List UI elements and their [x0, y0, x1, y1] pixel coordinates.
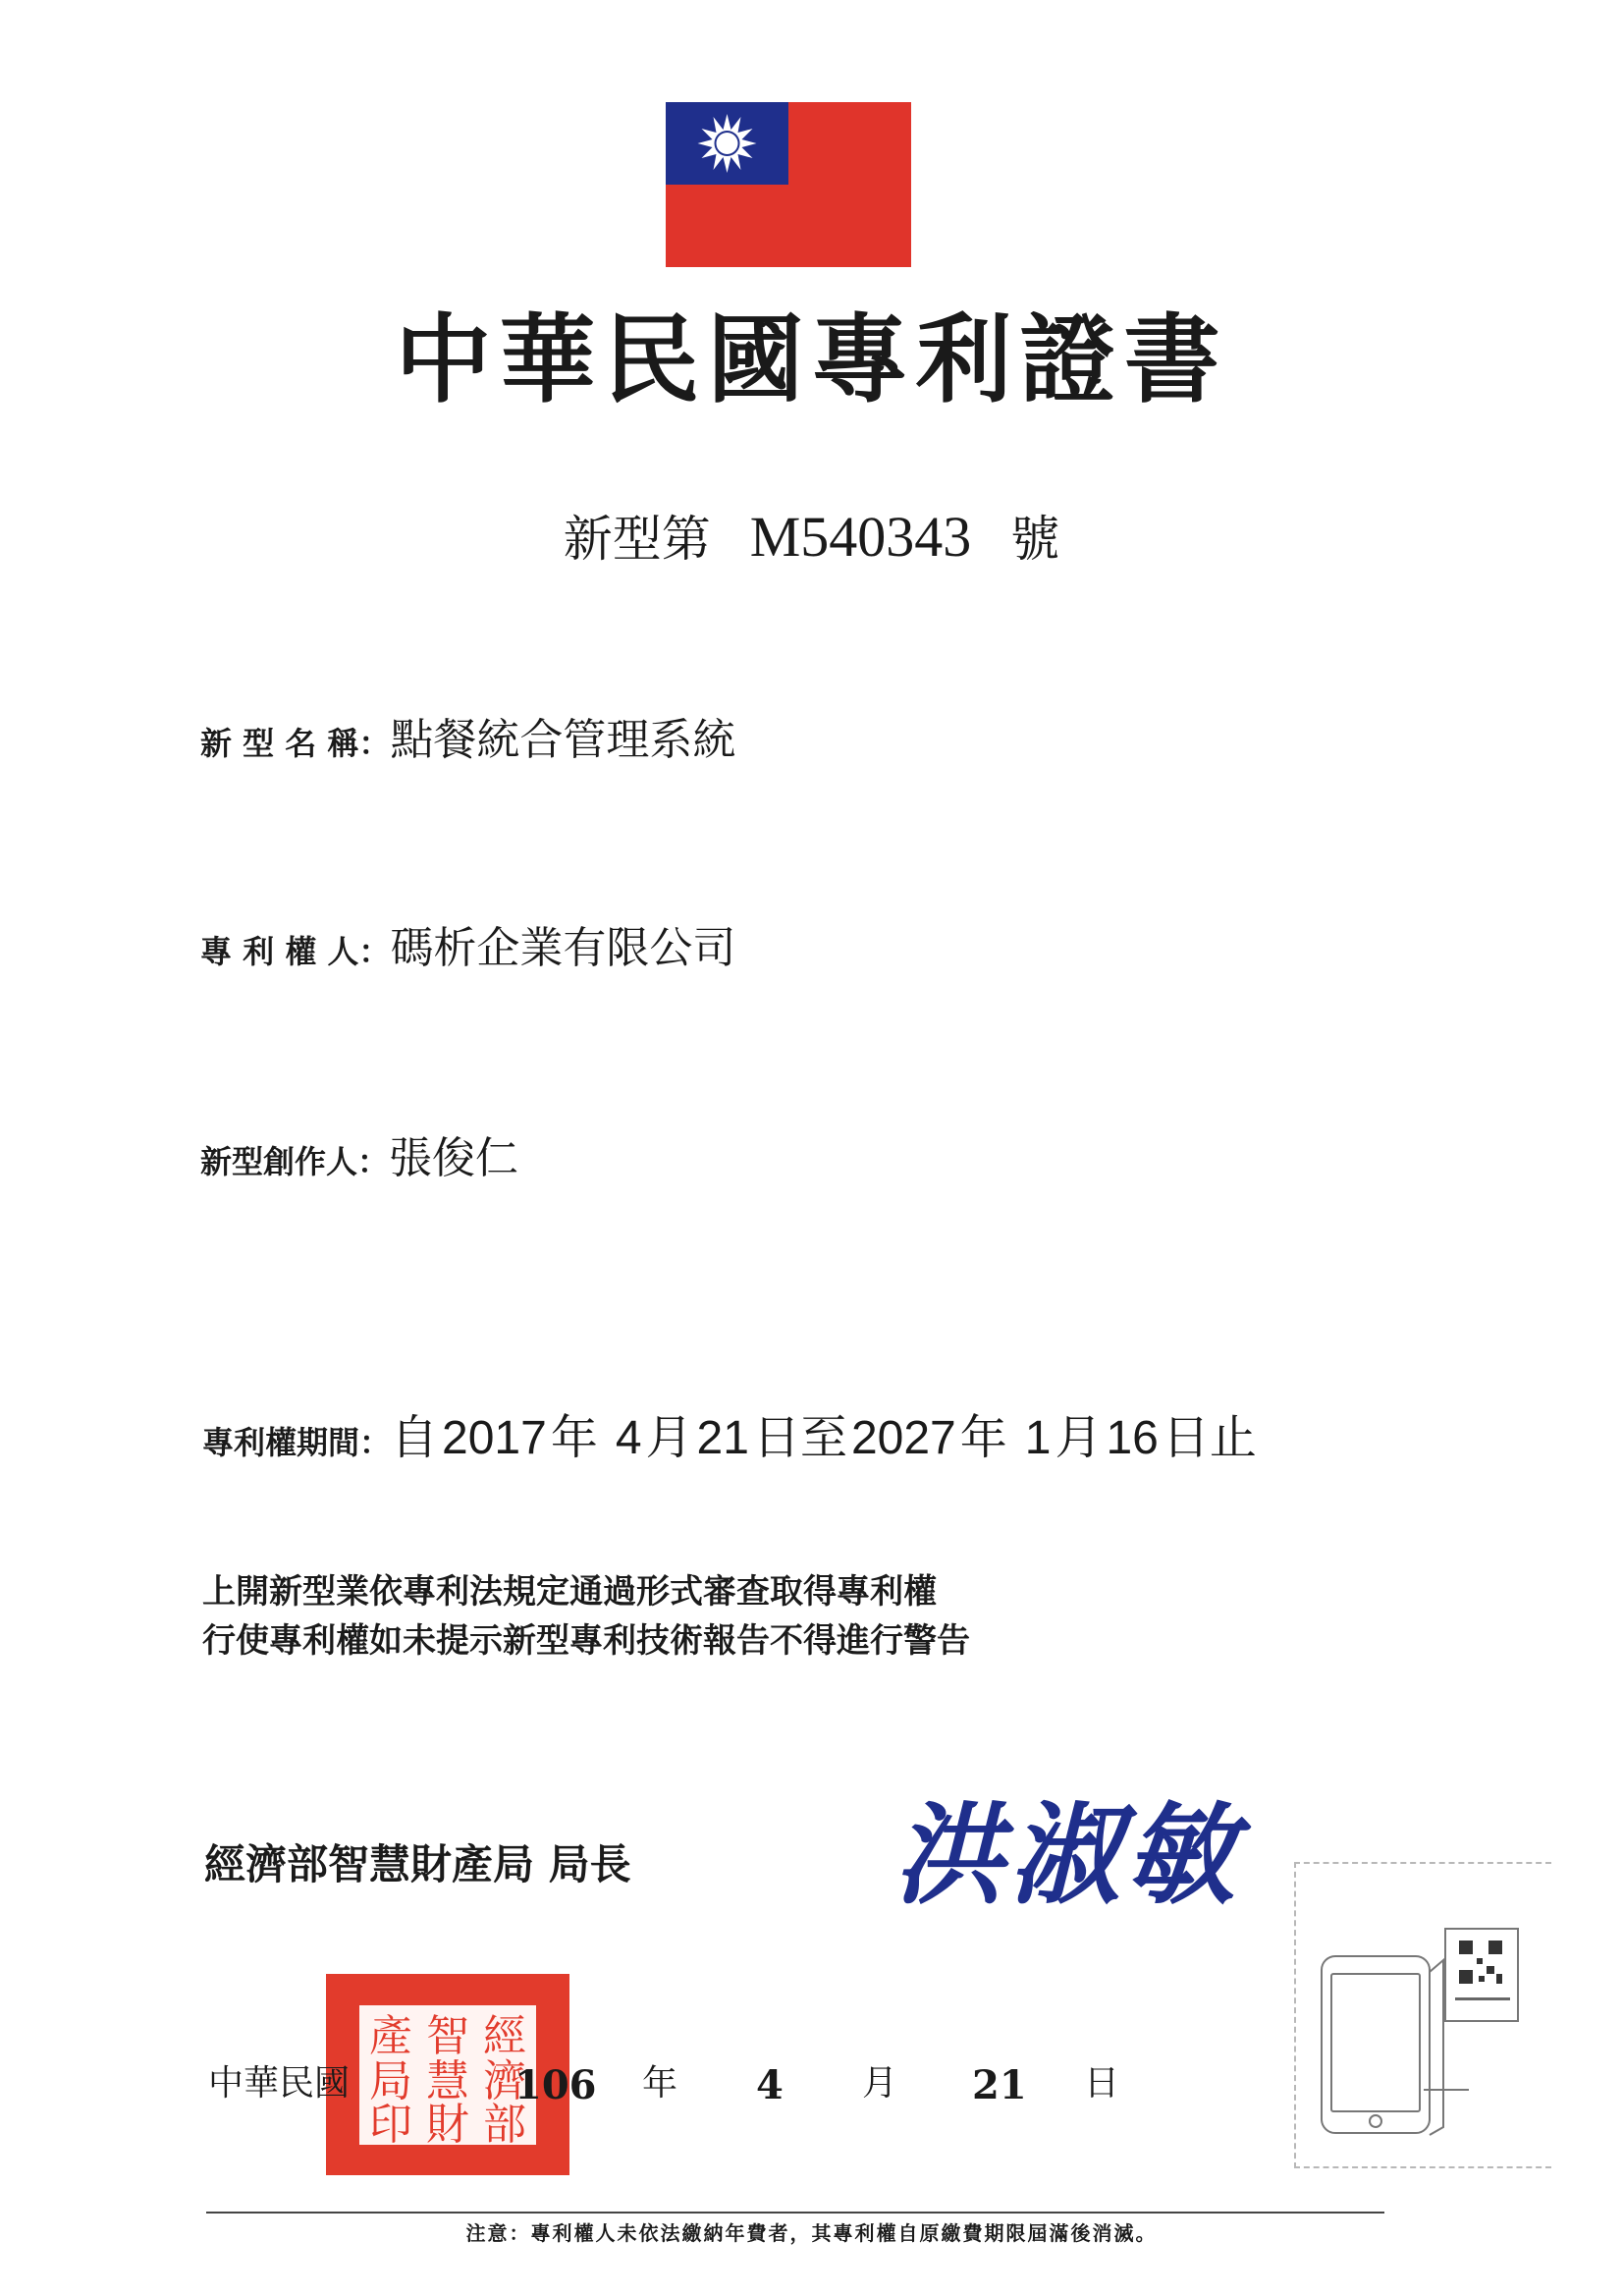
issue-month: 4 — [756, 2062, 784, 2108]
field-label: 新 型 名 稱： — [200, 725, 391, 762]
signature-image — [893, 1787, 1267, 1915]
field-label: 新型創作人： — [200, 1143, 390, 1180]
footer-note: 注意：專利權人未依法繳納年費者，其專利權自原繳費期限屆滿後消滅。 — [465, 2221, 1158, 2245]
patent-term — [202, 1410, 1257, 1465]
field-value: 點餐統合管理系統 — [390, 715, 736, 765]
issue-year: 106 — [514, 2062, 597, 2108]
term-day-char: 日 — [1162, 1410, 1210, 1465]
field-value: 張俊仁 — [389, 1133, 519, 1183]
term-end-month: 1 — [1024, 1412, 1052, 1464]
svg-text:部: 部 — [483, 2100, 526, 2150]
footer-divider — [206, 2212, 1384, 2214]
statement-line: 上開新型業依專利法規定通過形式審查取得專利權 — [202, 1572, 937, 1612]
term-start-year: 2017 — [442, 1412, 547, 1464]
svg-text:產: 產 — [369, 2011, 412, 2061]
svg-text:濟: 濟 — [483, 2056, 526, 2106]
certificate-number — [0, 505, 1623, 569]
term-start-day: 21 — [696, 1412, 749, 1464]
field-patent-name — [200, 715, 736, 765]
issue-month-char: 月 — [862, 2063, 898, 2104]
field-value: 碼析企業有限公司 — [390, 923, 736, 973]
svg-text:印: 印 — [369, 2100, 412, 2150]
issuing-authority: 經濟部智慧財產局 局長 — [204, 1840, 631, 1888]
term-month-char: 月 — [645, 1410, 693, 1465]
flag-image — [666, 102, 911, 267]
svg-text:智: 智 — [426, 2011, 469, 2061]
term-end-year: 2027 — [850, 1412, 956, 1464]
number-suffix: 號 — [1010, 511, 1060, 568]
svg-text:經: 經 — [483, 2011, 526, 2061]
issue-year-char: 年 — [642, 2063, 678, 2104]
statement-line: 行使專利權如未提示新型專利技術報告不得進行警告 — [202, 1621, 970, 1661]
field-creator — [200, 1133, 519, 1183]
term-from: 自 — [391, 1410, 439, 1465]
number-prefix: 新型第 — [563, 511, 711, 568]
svg-text:財: 財 — [426, 2100, 469, 2150]
svg-text:洪淑敏: 洪淑敏 — [893, 1791, 1241, 1915]
field-patentee — [200, 923, 736, 973]
issue-day-char: 日 — [1084, 2063, 1120, 2104]
term-to: 至 — [799, 1410, 847, 1465]
representative-drawing — [1294, 1862, 1551, 2168]
field-label: 專 利 權 人： — [200, 933, 391, 970]
term-end-day: 16 — [1106, 1412, 1159, 1464]
term-year-char: 年 — [959, 1410, 1007, 1465]
term-start-month: 4 — [615, 1412, 642, 1464]
term-month-char: 月 — [1055, 1410, 1103, 1465]
term-end: 止 — [1209, 1410, 1257, 1465]
phone-qr-drawing — [1296, 1864, 1549, 2166]
certificate-title: 中華民國專利證書 — [395, 303, 1228, 416]
term-day-char: 日 — [752, 1410, 800, 1465]
term-label: 專利權期間： — [202, 1424, 392, 1461]
term-year-char: 年 — [550, 1410, 598, 1465]
svg-text:局: 局 — [369, 2056, 412, 2106]
issue-date-prefix: 中華民國 — [208, 2063, 351, 2104]
patent-number: M540343 — [749, 505, 972, 569]
svg-text:慧: 慧 — [426, 2056, 469, 2106]
issue-day: 21 — [972, 2062, 1027, 2108]
